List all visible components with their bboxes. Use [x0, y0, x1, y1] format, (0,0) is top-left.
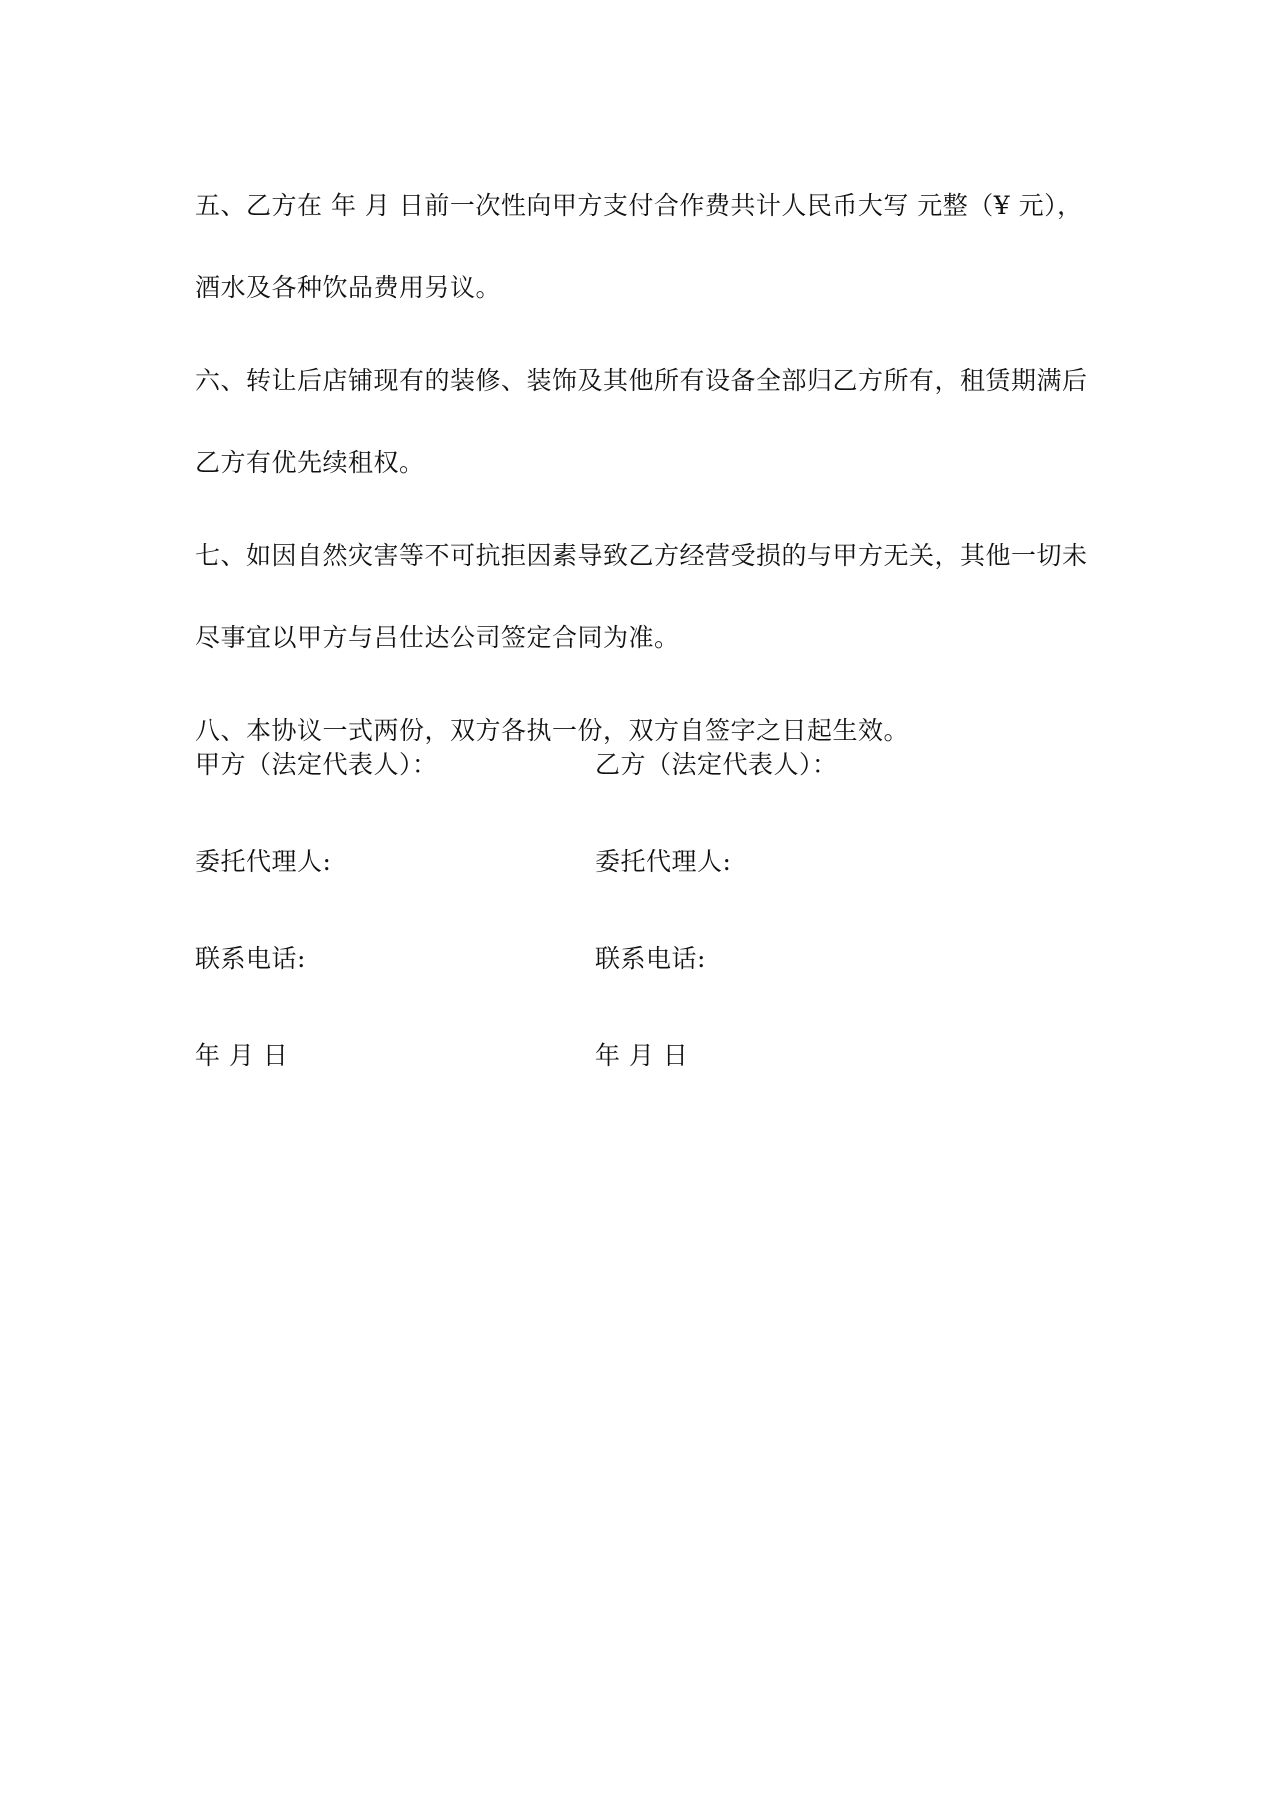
party-a-phone-label: 联系电话:	[195, 944, 306, 973]
party-a-agent-label: 委托代理人:	[195, 847, 332, 876]
signature-block	[195, 745, 1100, 1133]
clauses-section	[195, 165, 1100, 786]
party-a-date-label: 年 月 日	[195, 1041, 289, 1070]
clause-5: 五、乙方在 年 月 日前一次性向甲方支付合作费共计人民币大写 元整（¥ 元），酒水及各种饮品费用另议。	[195, 191, 1083, 302]
party-a-rep-label: 甲方（法定代表人）：	[195, 750, 438, 779]
signature-row-phone	[195, 939, 1100, 1036]
clause-8: 八、本协议一式两份，双方各执一份，双方自签字之日起生效。	[195, 716, 910, 745]
party-b-phone-label: 联系电话:	[595, 944, 706, 973]
party-b-agent-label: 委托代理人:	[595, 847, 732, 876]
signature-row-date	[195, 1036, 1100, 1133]
clause-7: 七、如因自然灾害等不可抗拒因素导致乙方经营受损的与甲方无关，其他一切未尽事宜以甲方与吕仕达公司签定合同为准。	[195, 541, 1088, 652]
party-b-date-label: 年 月 日	[595, 1041, 689, 1070]
signature-row-agent	[195, 842, 1100, 939]
party-b-rep-label: 乙方（法定代表人）：	[595, 750, 838, 779]
signature-row-rep	[195, 745, 1100, 842]
clause-6: 六、转让后店铺现有的装修、装饰及其他所有设备全部归乙方所有，租赁期满后乙方有优先续租权。	[195, 366, 1088, 477]
